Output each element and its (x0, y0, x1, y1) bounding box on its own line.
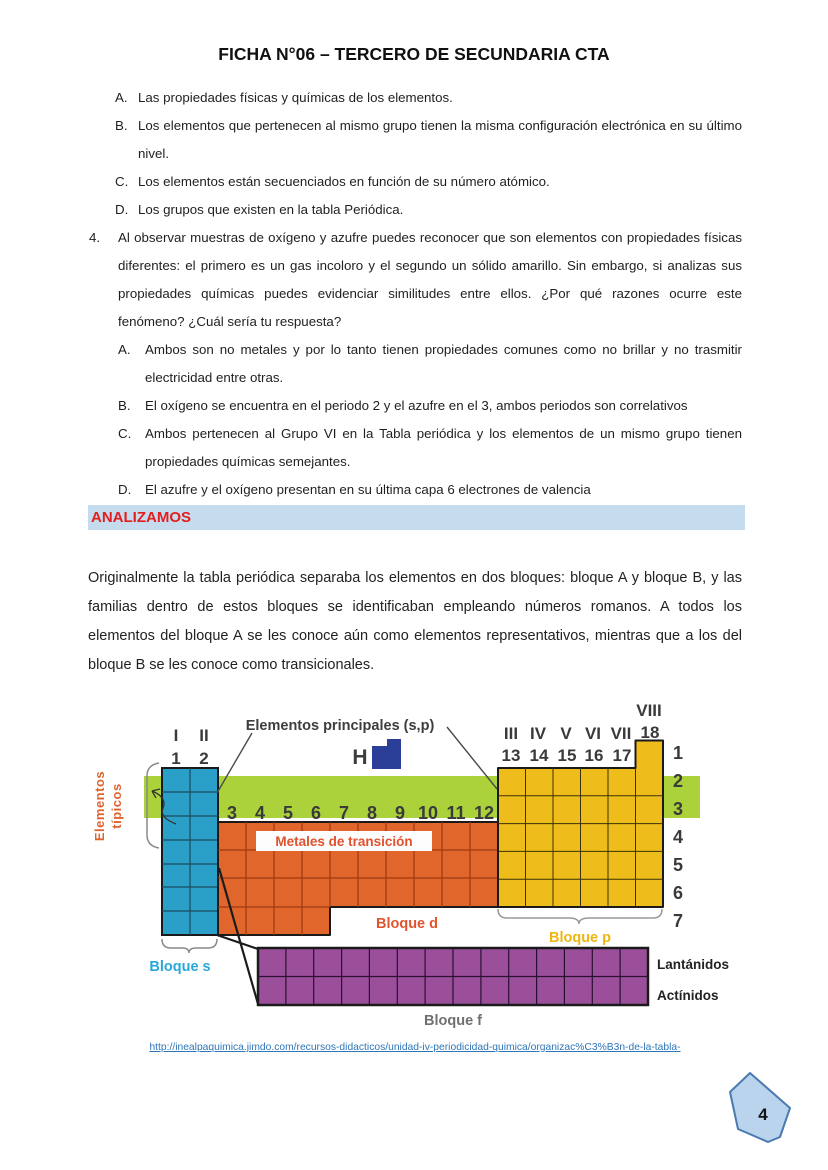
s-block-brace (162, 939, 217, 953)
group-number: 18 (640, 723, 660, 742)
block-d-label: Bloque d (375, 916, 439, 932)
option-text: Los elementos que pertenecen al mismo grupo tienen la misma configuración electrónica en su último nivel. (138, 118, 742, 161)
option-marker: A. (115, 90, 128, 105)
group-roman: IV (529, 724, 547, 743)
group-number: 6 (310, 803, 322, 823)
group-number: 2 (199, 749, 209, 768)
tipicos-label-line1: Elementos (92, 770, 107, 842)
option-text: El azufre y el oxígeno presentan en su última capa 6 electrones de valencia (145, 482, 591, 497)
option-marker: D. (115, 202, 129, 217)
group-number: 9 (394, 803, 406, 823)
group-number: 8 (366, 803, 378, 823)
principales-label: Elementos principales (s,p) (245, 718, 435, 734)
group-number: 16 (584, 746, 604, 765)
period-number: 7 (672, 911, 684, 931)
group-number: 14 (529, 746, 549, 765)
group-number: 1 (171, 749, 181, 768)
option-marker: D. (118, 482, 132, 497)
list-item (118, 336, 742, 392)
period-number: 1 (672, 743, 684, 763)
period-number: 3 (672, 799, 684, 819)
option-text: Los grupos que existen en la tabla Periódica. (138, 202, 404, 217)
question4-options (118, 336, 742, 504)
period-number: 6 (672, 883, 684, 903)
list-item (115, 196, 742, 224)
block-f-label: Bloque f (424, 1013, 482, 1029)
group-roman: I (173, 726, 179, 745)
group-roman: VIII (636, 701, 662, 720)
question-number: 4. (89, 230, 101, 245)
section-banner: ANALIZAMOS (88, 505, 745, 530)
question-text: Al observar muestras de oxígeno y azufre puedes reconocer que son elementos con propiedades físicas diferentes: el primero es un gas incoloro y el segundo un sólido amarillo. Sin embargo, si analizas sus propiedades químicas puedes evidenciar similitudes entre ellos. ¿Por qué razones ocurre este fenómeno? ¿Cuál sería tu respuesta? (118, 230, 742, 329)
page-number: 4 (758, 1105, 768, 1124)
actinides-label: Actínidos (657, 988, 719, 1003)
group-roman: V (560, 724, 572, 743)
period-number: 5 (672, 855, 684, 875)
option-marker: C. (118, 426, 132, 441)
option-text: Ambos son no metales y por lo tanto tienen propiedades comunes como no brillar y no trasmitir electricidad entre otras. (145, 342, 742, 385)
group-number: 3 (226, 803, 238, 823)
option-text: Los elementos están secuenciados en función de su número atómico. (138, 174, 550, 189)
page-title: FICHA N°06 – TERCERO DE SECUNDARIA CTA (218, 44, 610, 64)
group-number: 15 (557, 746, 577, 765)
period-number: 2 (672, 771, 684, 791)
hydrogen-square (372, 739, 401, 769)
group-number: 17 (612, 746, 632, 765)
page-number-badge (700, 1060, 800, 1155)
group-number: 12 (473, 803, 495, 823)
lanthanides-label: Lantánidos (657, 957, 730, 972)
group-number: 5 (282, 803, 294, 823)
periodic-table-block-diagram (85, 693, 750, 1038)
list-item (115, 84, 742, 112)
option-marker: B. (118, 398, 131, 413)
question-4 (89, 224, 742, 336)
option-marker: C. (115, 174, 129, 189)
block-s-label: Bloque s (149, 959, 211, 975)
option-text: Ambos pertenecen al Grupo VI en la Tabla periódica y los elementos de un mismo grupo tienen propiedades químicas semejantes. (145, 426, 742, 469)
group-roman: VII (610, 724, 632, 743)
group-number: 13 (501, 746, 521, 765)
list-item (118, 476, 742, 504)
option-text: Las propiedades físicas y químicas de los elementos. (138, 90, 453, 105)
option-marker: A. (118, 342, 131, 357)
p-block-brace (498, 909, 662, 924)
group-roman: II (199, 726, 209, 745)
group-roman: VI (584, 724, 602, 743)
hydrogen-label: H (352, 746, 368, 769)
group-roman: III (503, 724, 519, 743)
group-number: 7 (338, 803, 350, 823)
transition-label: Metales de transición (275, 834, 413, 849)
source-link[interactable]: http://inealpaquimica.jimdo.com/recursos-didacticos/unidad-iv-periodicidad-quimica/organizac%C3%B3n-de-la-tabla- (149, 1042, 681, 1053)
intro-paragraph: Originalmente la tabla periódica separaba los elementos en dos bloques: bloque A y bloque B, y las familias dentro de estos bloques se identificaban empleando números romanos. A todos los elementos del bloque A se les conoce aún como elementos representativos, mientras que a los del bloque B se les conoce como transicionales. (88, 570, 742, 673)
option-text: El oxígeno se encuentra en el periodo 2 y el azufre en el 3, ambos periodos son correlativos (145, 398, 688, 413)
question3-options (115, 84, 742, 224)
list-item (118, 392, 742, 420)
period-number: 4 (672, 827, 684, 847)
block-p-label: Bloque p (548, 930, 612, 946)
group-number: 4 (254, 803, 266, 823)
list-item (115, 168, 742, 196)
list-item (118, 420, 742, 476)
group-number: 10 (417, 803, 439, 823)
source-link-container (85, 1037, 745, 1055)
option-marker: B. (115, 118, 128, 133)
list-item (115, 112, 742, 168)
tipicos-label-line2: típicos (109, 783, 124, 829)
group-number: 11 (446, 803, 466, 823)
